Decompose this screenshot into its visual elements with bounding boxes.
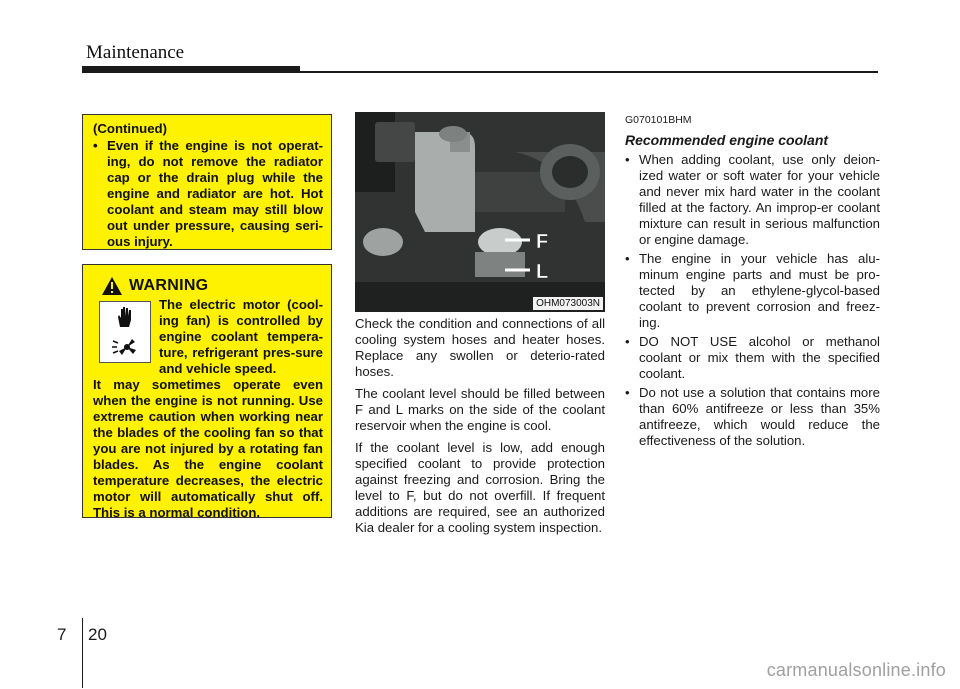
list-item: [625, 385, 880, 449]
middle-column: [355, 316, 605, 542]
warning-box: [82, 264, 332, 518]
header-rule-thick: [82, 66, 300, 73]
watermark: carmanualsonline.info: [766, 660, 946, 680]
bullet-dot: •: [625, 251, 630, 266]
list-item: [625, 251, 880, 331]
list-item-text: Do not use a solution that contains more than 60% antifreeze or less than 35% antifreeze, which would reduce the effectiveness of the solution.: [639, 385, 880, 448]
fan-hazard-icon: [110, 335, 140, 359]
paragraph: Check the condition and connections of all cooling system hoses and heater hoses. Replace any swollen or deterio-rated hoses.: [355, 316, 605, 379]
warning-title: WARNING: [129, 277, 209, 294]
warning-text-below: It may sometimes operate even when the engine is not running. Use extreme caution when working near the blades of the cooling fan so that you are not injured by a rotating fan blades. As the engine coolant temperature decreases, the electric motor will automatically shut off. This is a normal condition.: [93, 377, 323, 520]
mark-f-label: F: [536, 231, 549, 253]
paragraph: If the coolant level is low, add enough specified coolant to provide protection against freezing and corrosion. Bring the level to F, but do not overfill. If frequent additions are required, see an authorized Kia dealer for a cooling system inspection.: [355, 440, 605, 535]
warning-pictogram: [99, 301, 151, 363]
bullet-dot: •: [625, 385, 630, 400]
section-heading: Recommended engine coolant: [625, 132, 829, 148]
list-item: [625, 334, 880, 382]
section-code: G070101BHM: [625, 114, 692, 126]
section-number: 7: [57, 625, 67, 644]
list-item-text: The engine in your vehicle has alu-minum engine parts and must be pro-tected by an ethylene-glycol-based coolant to prevent corrosion and freez-ing.: [639, 251, 880, 330]
paragraph: The coolant level should be filled between F and L marks on the side of the coolant reservoir when the engine is cool.: [355, 386, 605, 433]
photo-code-label: OHM073003N: [533, 297, 603, 310]
list-item: [625, 152, 880, 248]
continued-bullet: [93, 138, 323, 250]
continued-title: (Continued): [93, 121, 167, 136]
mark-l-label: L: [536, 261, 549, 283]
page-title: Maintenance: [86, 42, 185, 63]
bullet-dot: •: [625, 152, 630, 167]
bullet-dot: •: [93, 138, 98, 153]
footer-vertical-rule: [82, 618, 83, 688]
right-column: [625, 112, 880, 452]
warning-header: [101, 275, 323, 297]
bullet-dot: •: [625, 334, 630, 349]
warning-text-beside: The electric motor (cool-ing fan) is controlled by engine coolant tempera-ture, refrigerant pres-sure and vehicle speed.: [159, 297, 323, 376]
continued-bullet-text: Even if the engine is not operat-ing, do not remove the radiator cap or the drain plug while the engine and radiator are hot. Hot coolant and steam may still blow out under pressure, causing seri-ous injury.: [107, 138, 323, 249]
header-rule-thin: [300, 71, 878, 73]
warning-triangle-icon: [101, 276, 123, 296]
engine-bay-photo: [355, 112, 605, 312]
continued-caution-box: [82, 114, 332, 250]
coolant-reservoir-illustration: [355, 112, 605, 312]
page-number: 20: [88, 625, 107, 644]
list-item-text: DO NOT USE alcohol or methanol coolant or mix them with the specified coolant.: [639, 334, 880, 381]
list-item-text: When adding coolant, use only deion-ized water or soft water for your vehicle and never mix hard water in the coolant filled at the factory. An improp-er coolant mixture can result in serious malfunction or engine damage.: [639, 152, 880, 247]
hand-stop-icon: [114, 305, 136, 329]
